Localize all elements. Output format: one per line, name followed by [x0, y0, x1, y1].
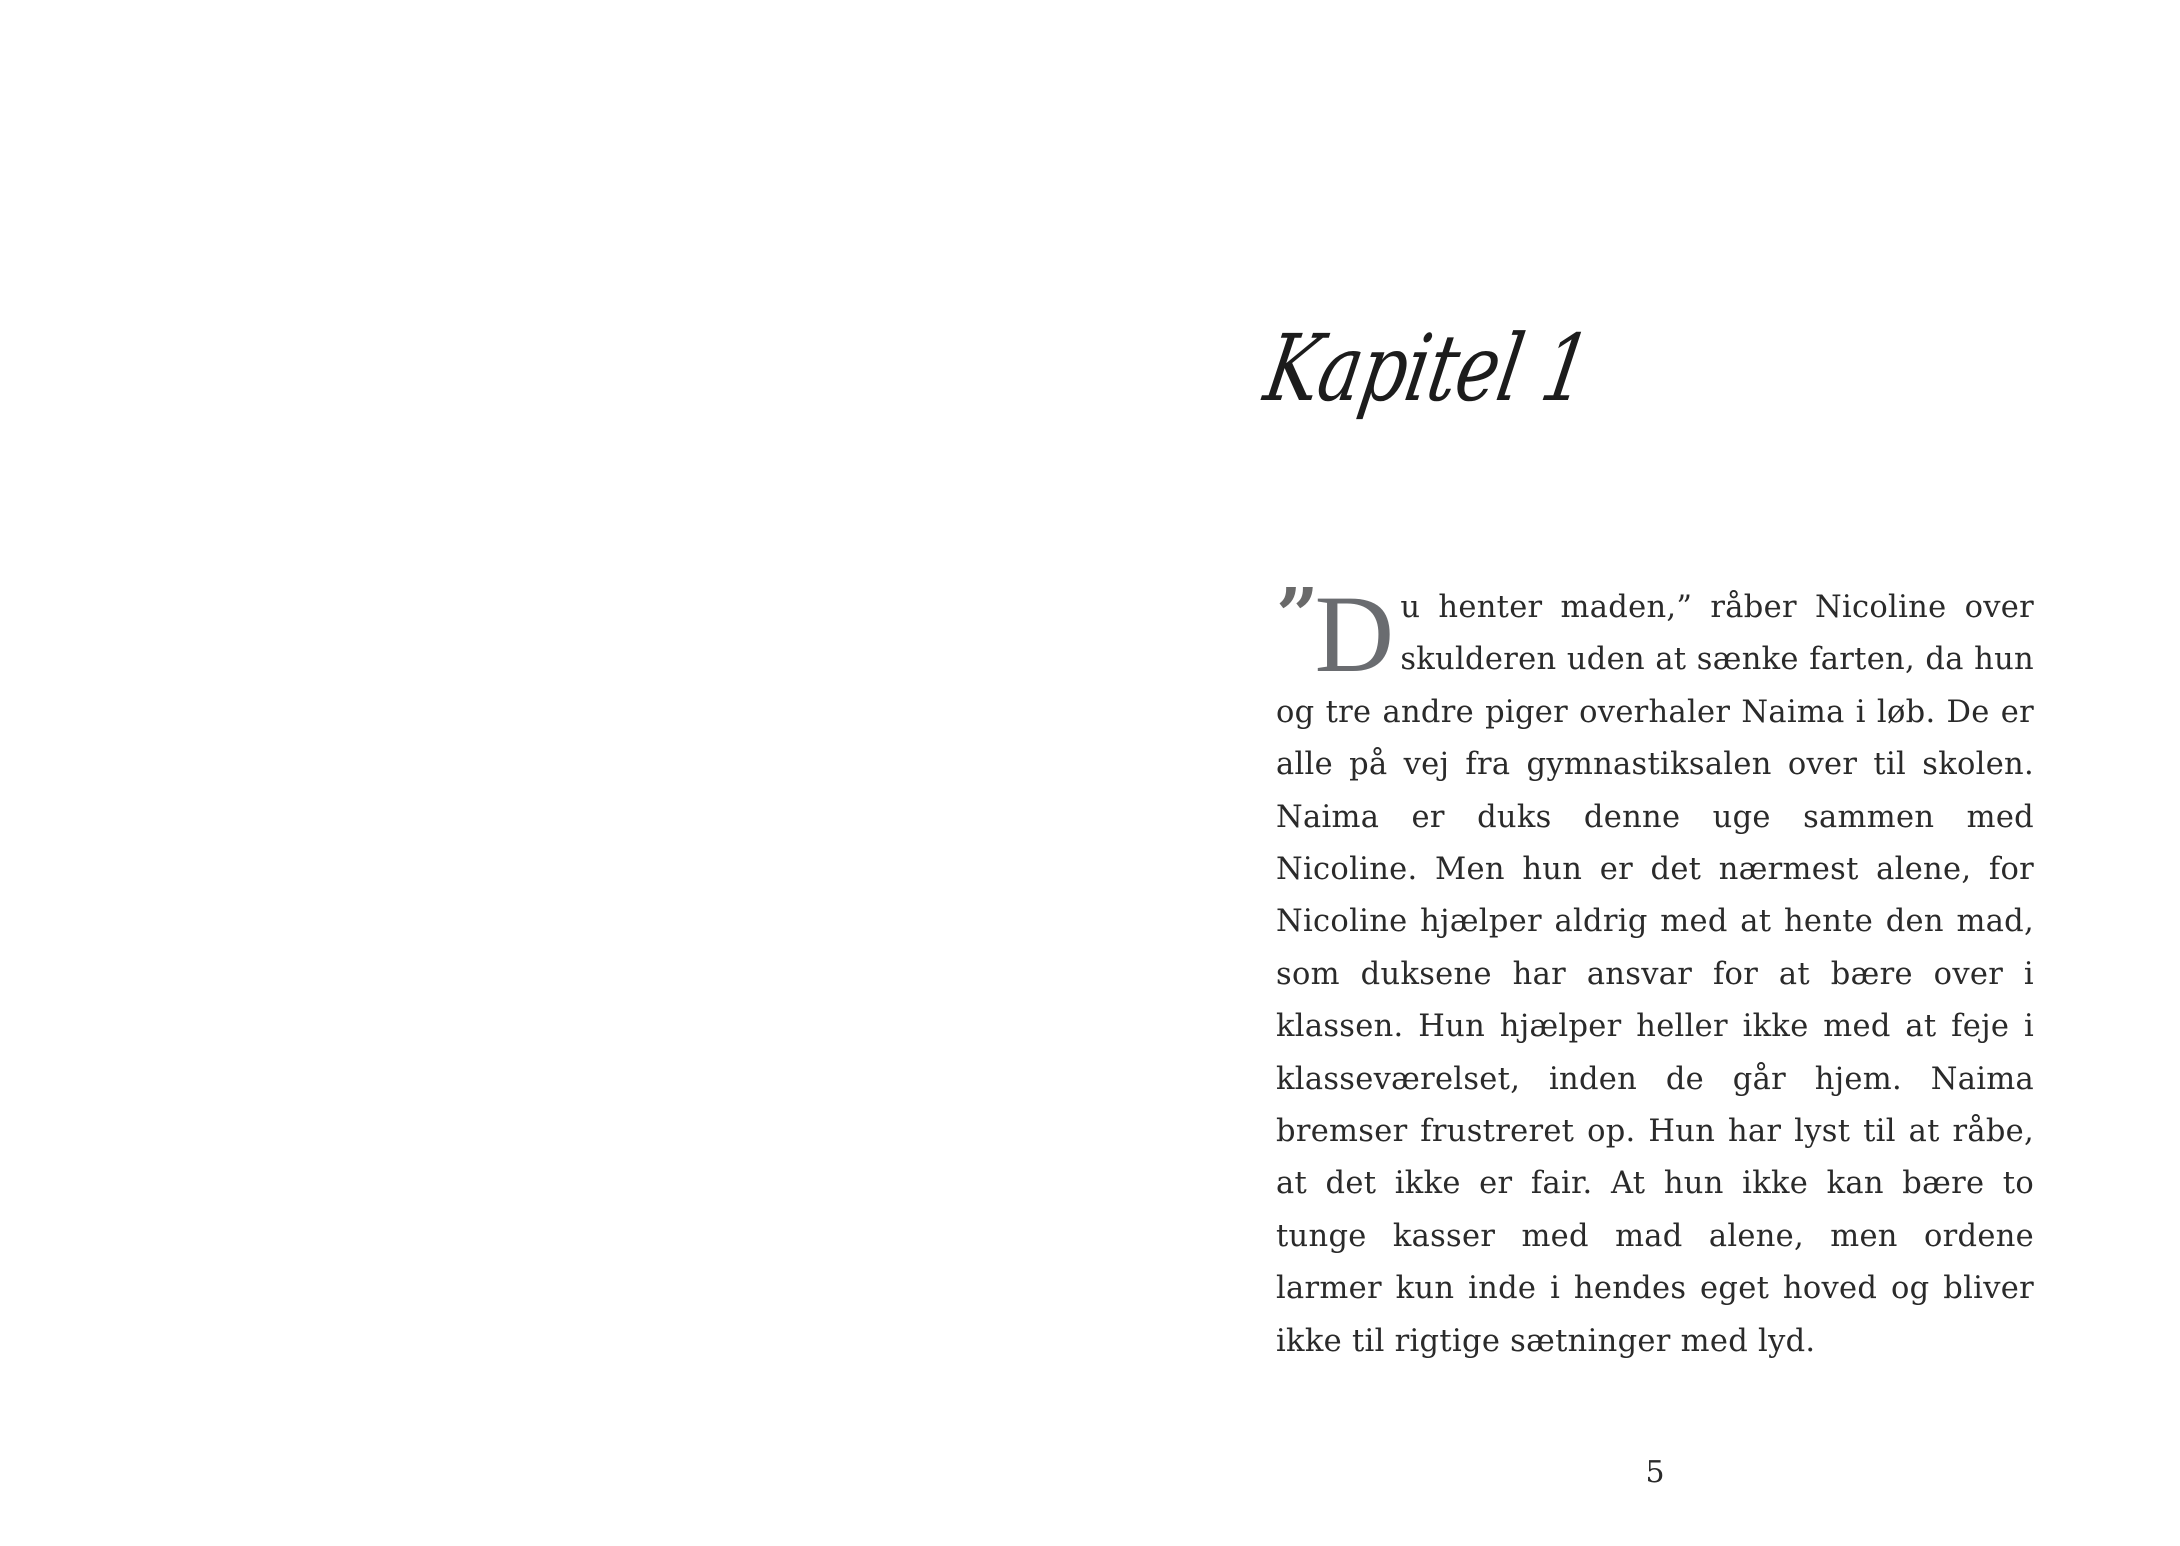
chapter-title: Kapitel 1 [1257, 315, 1598, 422]
drop-cap-letter: D [1314, 573, 1395, 695]
opening-quote-mark: ” [1276, 573, 1313, 659]
chapter-body-text [1276, 573, 2034, 1368]
drop-cap-group [1276, 573, 1395, 695]
page-number: 5 [1645, 1455, 1665, 1490]
body-paragraph: u henter maden,” råber Nicoline over skulderen uden at sænke farten, da hun og tre andre piger overhaler Naima i løb. De er alle på vej fra gymnastiksalen over til skolen. Naima er duks denne uge sammen med Nicoline. Men hun er det nærmest alene, for Nicoline hjælper aldrig med at hente den mad, som duksene har ansvar for at bære over i klassen. Hun hjælper heller ikke med at feje i klasseværelset, inden de går hjem. Naima bremser frustreret op. Hun har lyst til at råbe, at det ikke er fair. At hun ikke kan bære to tunge kasser med mad alene, men ordene larmer kun inde i hendes eget hoved og bliver ikke til rigtige sætninger med lyd. [1276, 590, 2034, 1359]
